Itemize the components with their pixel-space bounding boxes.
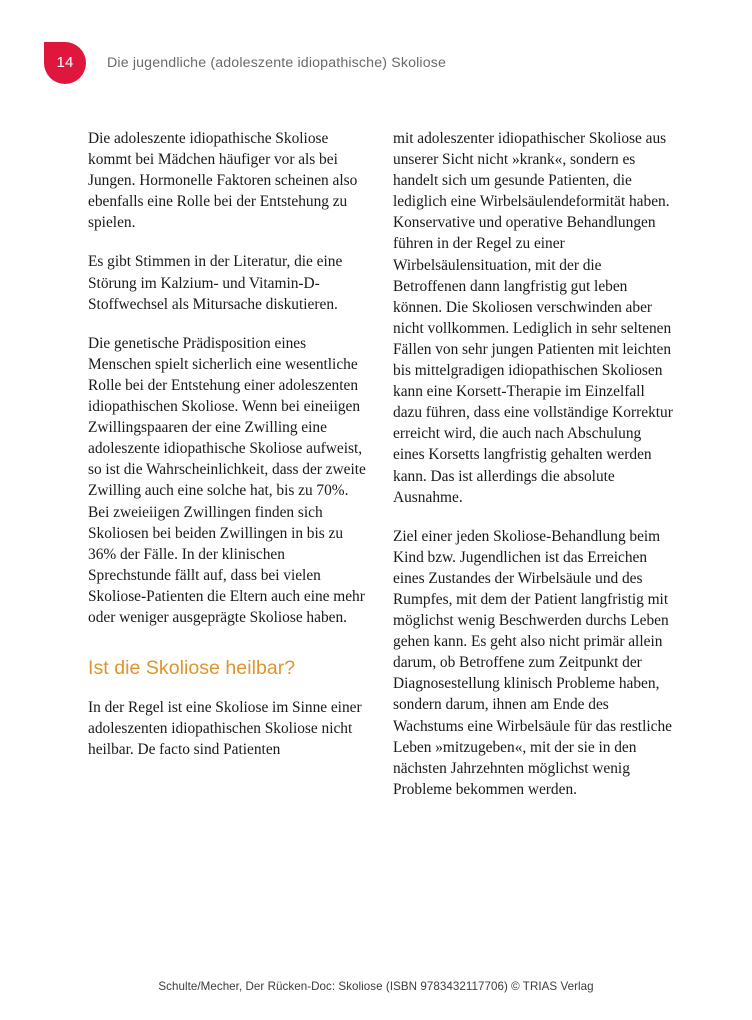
paragraph: In der Regel ist eine Skoliose im Sinne einer adoleszenten idiopathischen Skoliose nicht heilbar. De facto sind Patienten bbox=[88, 699, 362, 759]
footer-credit: Schulte/Mecher, Der Rücken-Doc: Skoliose (ISBN 9783432117706) © TRIAS Verlag bbox=[158, 980, 594, 993]
text-body bbox=[88, 128, 676, 800]
running-head bbox=[0, 41, 446, 85]
page-number-badge: 14 bbox=[44, 42, 86, 84]
column-right bbox=[393, 128, 676, 800]
paragraph: mit adoleszenter idiopathischer Skoliose aus unserer Sicht nicht »krank«, sondern es handelt sich um gesunde Patienten, die lediglich eine Wirbelsäulendeformität haben. Konservative und operative Behandlungen führen in der Regel zu einer Wirbelsäulensituation, mit der die Betroffenen dann langfristig gut leben können. Die Skoliosen verschwinden aber nicht vollkommen. Lediglich in sehr seltenen Fällen von sehr jungen Patienten mit leichten bis mittelgradigen idiopathischen Skoliosen kann eine Korsett-Therapie im Einzelfall dazu führen, dass eine vollständige Korrektur erreicht wird, die auch nach Abschulung eines Korsetts langfristig gehalten werden kann. Das ist allerdings die absolute Ausnahme. bbox=[393, 130, 673, 506]
paragraph: Die adoleszente idiopathische Skoliose kommt bei Mädchen häufiger vor als bei Jungen. Hormonelle Faktoren scheinen also ebenfalls eine Rolle bei der Entstehung zu spielen. bbox=[88, 130, 358, 232]
paragraph: Die genetische Prädisposition eines Menschen spielt sicherlich eine wesentliche Rolle bei der Entstehung einer adoleszenten idiopathischen Skoliose. Wenn bei eineiigen Zwillingspaaren der eine Zwilling eine adoleszente idiopathische Skoliose aufweist, so ist die Wahrscheinlichkeit, dass der zweite Zwilling auch eine solche hat, bis zu 70%. Bei zweieiigen Zwillingen finden sich Skoliosen bei beiden Zwillingen in bis zu 36% der Fälle. In der klinischen Sprechstunde fällt auf, dass bei vielen Skoliose-Patienten die Eltern auch eine mehr oder weniger ausgeprägte Skoliose haben. bbox=[88, 334, 366, 626]
column-left bbox=[88, 128, 371, 800]
paragraph: Es gibt Stimmen in der Literatur, die eine Störung im Kalzium- und Vitamin-D-Stoffwechsel als Mitursache diskutieren. bbox=[88, 253, 343, 313]
chapter-title: Die jugendliche (adoleszente idiopathische) Skoliose bbox=[107, 55, 447, 71]
section-heading: Ist die Skoliose heilbar? bbox=[88, 657, 296, 680]
paragraph: Ziel einer jeden Skoliose-Behandlung beim Kind bzw. Jugendlichen ist das Erreichen eines Zustandes der Wirbelsäule und des Rumpfes, mit dem der Patient langfristig mit möglichst wenig Beschwerden durchs Leben gehen kann. Es geht also nicht primär allein darum, ob Betroffene zum Zeitpunkt der Diagnosestellung klinisch Probleme haben, sondern darum, ihnen am Ende des Wachstums eine Wirbelsäule für das restliche Leben »mitzugeben«, mit der sie in den nächsten Jahrzehnten möglichst wenig Probleme bekommen werden. bbox=[393, 527, 672, 798]
